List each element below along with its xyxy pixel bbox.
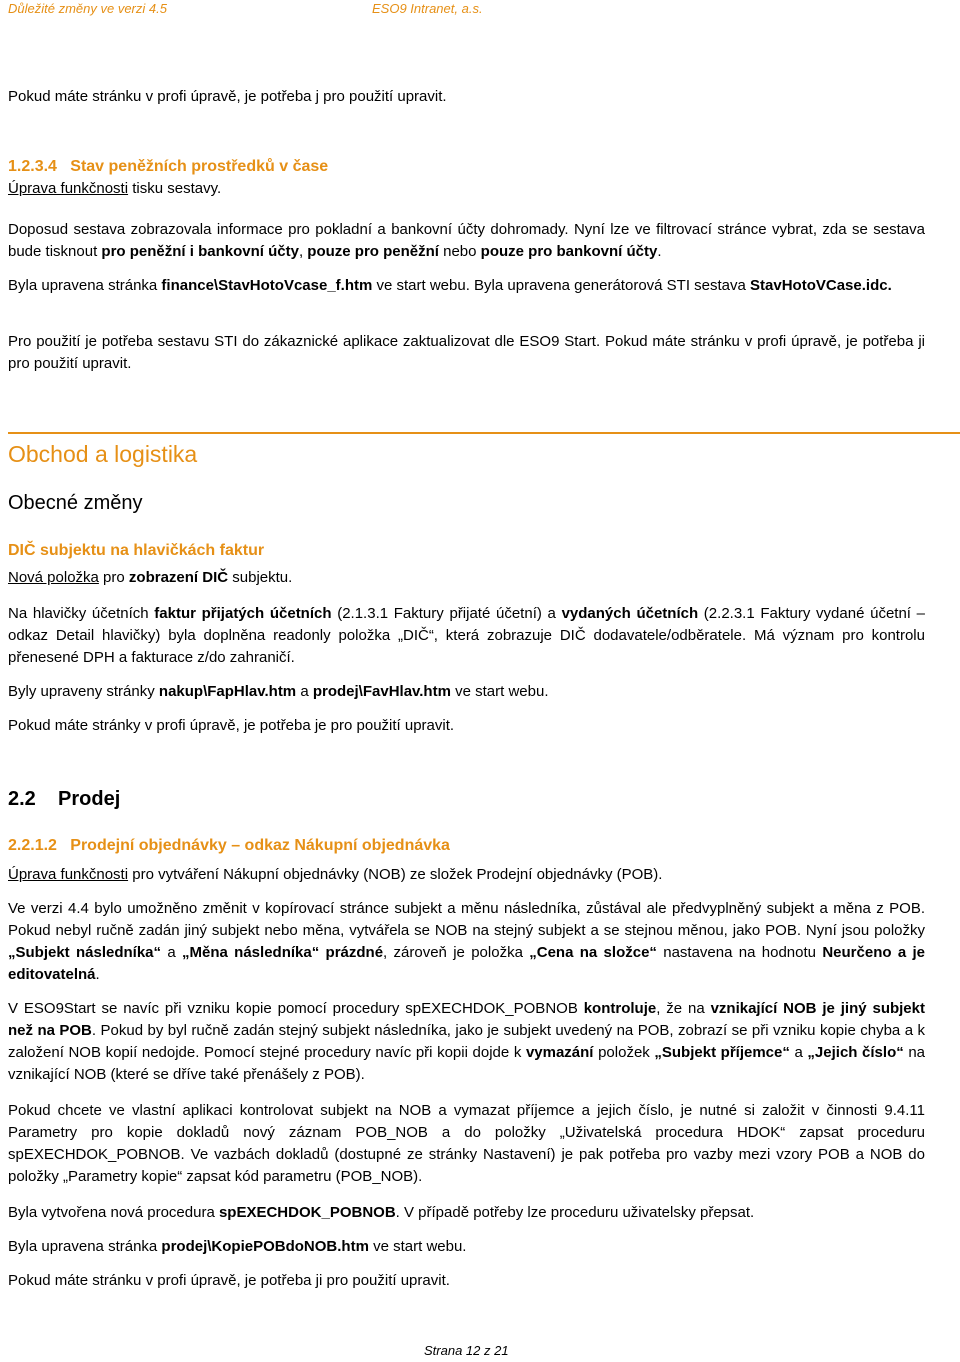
text-bold: zobrazení DIČ <box>128 569 229 586</box>
text: Byla upravena stránka <box>8 277 162 294</box>
text: ve start webu. <box>368 1238 467 1255</box>
section-title: Stav peněžních prostředků v čase <box>70 158 329 175</box>
text: pro <box>98 569 129 586</box>
text: položek <box>593 1044 655 1061</box>
text-bold: faktur přijatých účetních <box>154 605 332 622</box>
text: . <box>657 243 662 260</box>
paragraph-hlavicky-faktur <box>8 603 925 669</box>
paragraph-upravene-stranky <box>8 681 925 703</box>
paragraph-profi-note-3: Pokud máte stránku v profi úpravě, je potřeba ji pro použití upravit. <box>8 1272 450 1289</box>
change-type-label: Úprava funkčnosti <box>8 866 129 883</box>
file-name: finance\StavHotoVcase_f.htm <box>161 277 373 294</box>
text: tisku sestavy. <box>128 180 222 197</box>
section-title: Prodej <box>58 788 121 810</box>
paragraph-profi-note-2: Pokud máte stránky v profi úpravě, je potřeba je pro použití upravit. <box>8 717 455 734</box>
text: a <box>296 683 313 700</box>
text: subjektu. <box>228 569 293 586</box>
text: , zároveň je položka <box>383 944 530 961</box>
heading-prodejni-objednavky <box>8 835 925 857</box>
paragraph-profi-note: Pokud máte stránku v profi úpravě, je potřeba j pro použití upravit. <box>8 88 447 105</box>
text-bold: pro peněžní i bankovní účty <box>101 243 299 260</box>
text-bold: Neurčeno a je editovatelná <box>8 944 925 983</box>
heading-obchod-logistika: Obchod a logistika <box>8 441 198 467</box>
text: ve start webu. <box>450 683 549 700</box>
paragraph-sestava-filtr <box>8 219 925 263</box>
section-divider <box>8 432 960 434</box>
text: na vznikající NOB (které se dříve také přenášely z POB). <box>8 1044 926 1083</box>
paragraph-sti-aktualizace: Pro použití je potřeba sestavu STI do zákaznické aplikace zaktualizovat dle ESO9 Start. Pokud máte stránku v profi úpravě, je potřeba ji pro použití upravit. <box>8 333 925 372</box>
text-bold: pouze pro bankovní účty <box>480 243 658 260</box>
page-footer: Strana 12 z 21 <box>424 1343 509 1358</box>
text-bold: „Subjekt následníka“ <box>8 944 162 961</box>
section-heading-1-2-3-4 <box>8 156 925 178</box>
paragraph-verze-4-4 <box>8 898 925 986</box>
paragraph-nova-polozka <box>8 567 925 589</box>
text: Na hlavičky účetních <box>8 605 155 622</box>
text-bold: „Měna následníka“ prázdné <box>182 944 384 961</box>
text: . V případě potřeby lze proceduru uživatelsky přepsat. <box>395 1204 755 1221</box>
paragraph-vlastni-aplikace: Pokud chcete ve vlastní aplikaci kontrolovat subjekt na NOB a vymazat příjemce a jejich číslo, je nutné si založit v činnosti 9.4.11 Parametry pro kopie dokladů nový záznam POB_NOB a do položky „Uživatelská procedura HDOK“ zapsat proceduru spEXECHDOK_POBNOB. Ve vazbách dokladů (dostupné ze stránky Nastavení) je pak potřeba pro vazby mezi vzory POB a NOB do položky „Parametry kopie“ zapsat kód parametru (POB_NOB). <box>8 1102 925 1185</box>
text: a <box>789 1044 808 1061</box>
text: Byly upraveny stránky <box>8 683 159 700</box>
text: V ESO9Start se navíc při vzniku kopie pomocí procedury spEXECHDOK_POBNOB <box>8 1000 584 1017</box>
heading-dic-subjektu: DIČ subjektu na hlavičkách faktur <box>8 542 265 559</box>
text: Doposud sestava zobrazovala informace pro pokladní a bankovní účty dohromady. Nyní lze ve filtrovací stránce vybrat, zda se sestava bude tisknout <box>8 221 925 260</box>
text: nastavena na hodnotu <box>656 944 823 961</box>
text-bold: vznikající NOB je jiný subjekt než na POB <box>8 1000 925 1039</box>
text-bold: vydaných účetních <box>561 605 699 622</box>
section-number: 2.2 <box>8 788 36 810</box>
paragraph-uprava-tisku <box>8 178 925 200</box>
text: Ve verzi 4.4 bylo umožněno změnit v kopírovací stránce subjekt a měnu následníka, zůstával ale předvyplněný subjekt a měna z POB. Pokud nebyl ručně zadán jiný subjekt nebo měna, vytvářela se NOB na stejný subjekt a se stejnou měnou, jako POB. Nyní jsou položky <box>8 900 925 939</box>
text: (2.1.3.1 Faktury přijaté účetní) a <box>331 605 562 622</box>
procedure-name: spEXECHDOK_POBNOB <box>218 1204 396 1221</box>
text-bold: kontroluje <box>583 1000 657 1017</box>
text: pro vytváření Nákupní objednávky (NOB) ze složek Prodejní objednávky (POB). <box>128 866 663 883</box>
text: , že na <box>656 1000 711 1017</box>
change-type-label: Nová položka <box>8 569 99 586</box>
text: a <box>161 944 183 961</box>
text: (2.2.3.1 Faktury vydané účetní – odkaz Detail hlavičky) byla doplněna readonly položka „DIČ“, která zobrazuje DIČ dodavatele/odběratele. Má význam pro kontrolu přenesené DPH a fakturace z/do zahraničí. <box>8 605 925 666</box>
text: ve start webu. Byla upravena generátorová STI sestava <box>372 277 751 294</box>
text: Byla upravena stránka <box>8 1238 162 1255</box>
paragraph-upravena-stranka <box>8 275 925 297</box>
header-company: ESO9 Intranet, a.s. <box>372 1 483 16</box>
text: , <box>298 243 308 260</box>
header-doc-title: Důležité změny ve verzi 4.5 <box>8 1 167 16</box>
file-name: prodej\FavHlav.htm <box>312 683 451 700</box>
file-name: nakup\FapHlav.htm <box>158 683 297 700</box>
heading-prodej <box>8 786 925 812</box>
page-header <box>8 0 960 16</box>
text-bold: „Jejich číslo“ <box>807 1044 904 1061</box>
text: nebo <box>438 243 481 260</box>
paragraph-upravena-stranka-2 <box>8 1236 925 1258</box>
file-name: prodej\KopiePOBdoNOB.htm <box>161 1238 369 1255</box>
text-bold: vymazání <box>525 1044 594 1061</box>
heading-obecne-zmeny: Obecné změny <box>8 492 143 514</box>
text-bold: pouze pro peněžní <box>307 243 439 260</box>
file-name: StavHotoVCase.idc. <box>750 277 892 294</box>
paragraph-nova-procedura <box>8 1202 925 1224</box>
text-bold: „Cena na složce“ <box>529 944 657 961</box>
paragraph-eso9start-kontrola <box>8 998 925 1086</box>
change-type-label: Úprava funkčnosti <box>8 180 129 197</box>
section-number: 2.2.1.2 <box>8 837 57 854</box>
text: . <box>95 966 100 983</box>
text: Byla vytvořena nová procedura <box>8 1204 219 1221</box>
section-number: 1.2.3.4 <box>8 158 57 175</box>
section-title: Prodejní objednávky – odkaz Nákupní objednávka <box>70 837 450 854</box>
text: . Pokud by byl ručně zadán stejný subjekt následníka, jako je subjekt uvedený na POB, zobrazí se při vzniku kopie chyba a k založení NOB kopií nedojde. Pomocí stejné procedury navíc při kopii dojde k <box>8 1022 925 1061</box>
paragraph-uprava-nob <box>8 864 925 886</box>
text-bold: „Subjekt příjemce“ <box>654 1044 790 1061</box>
